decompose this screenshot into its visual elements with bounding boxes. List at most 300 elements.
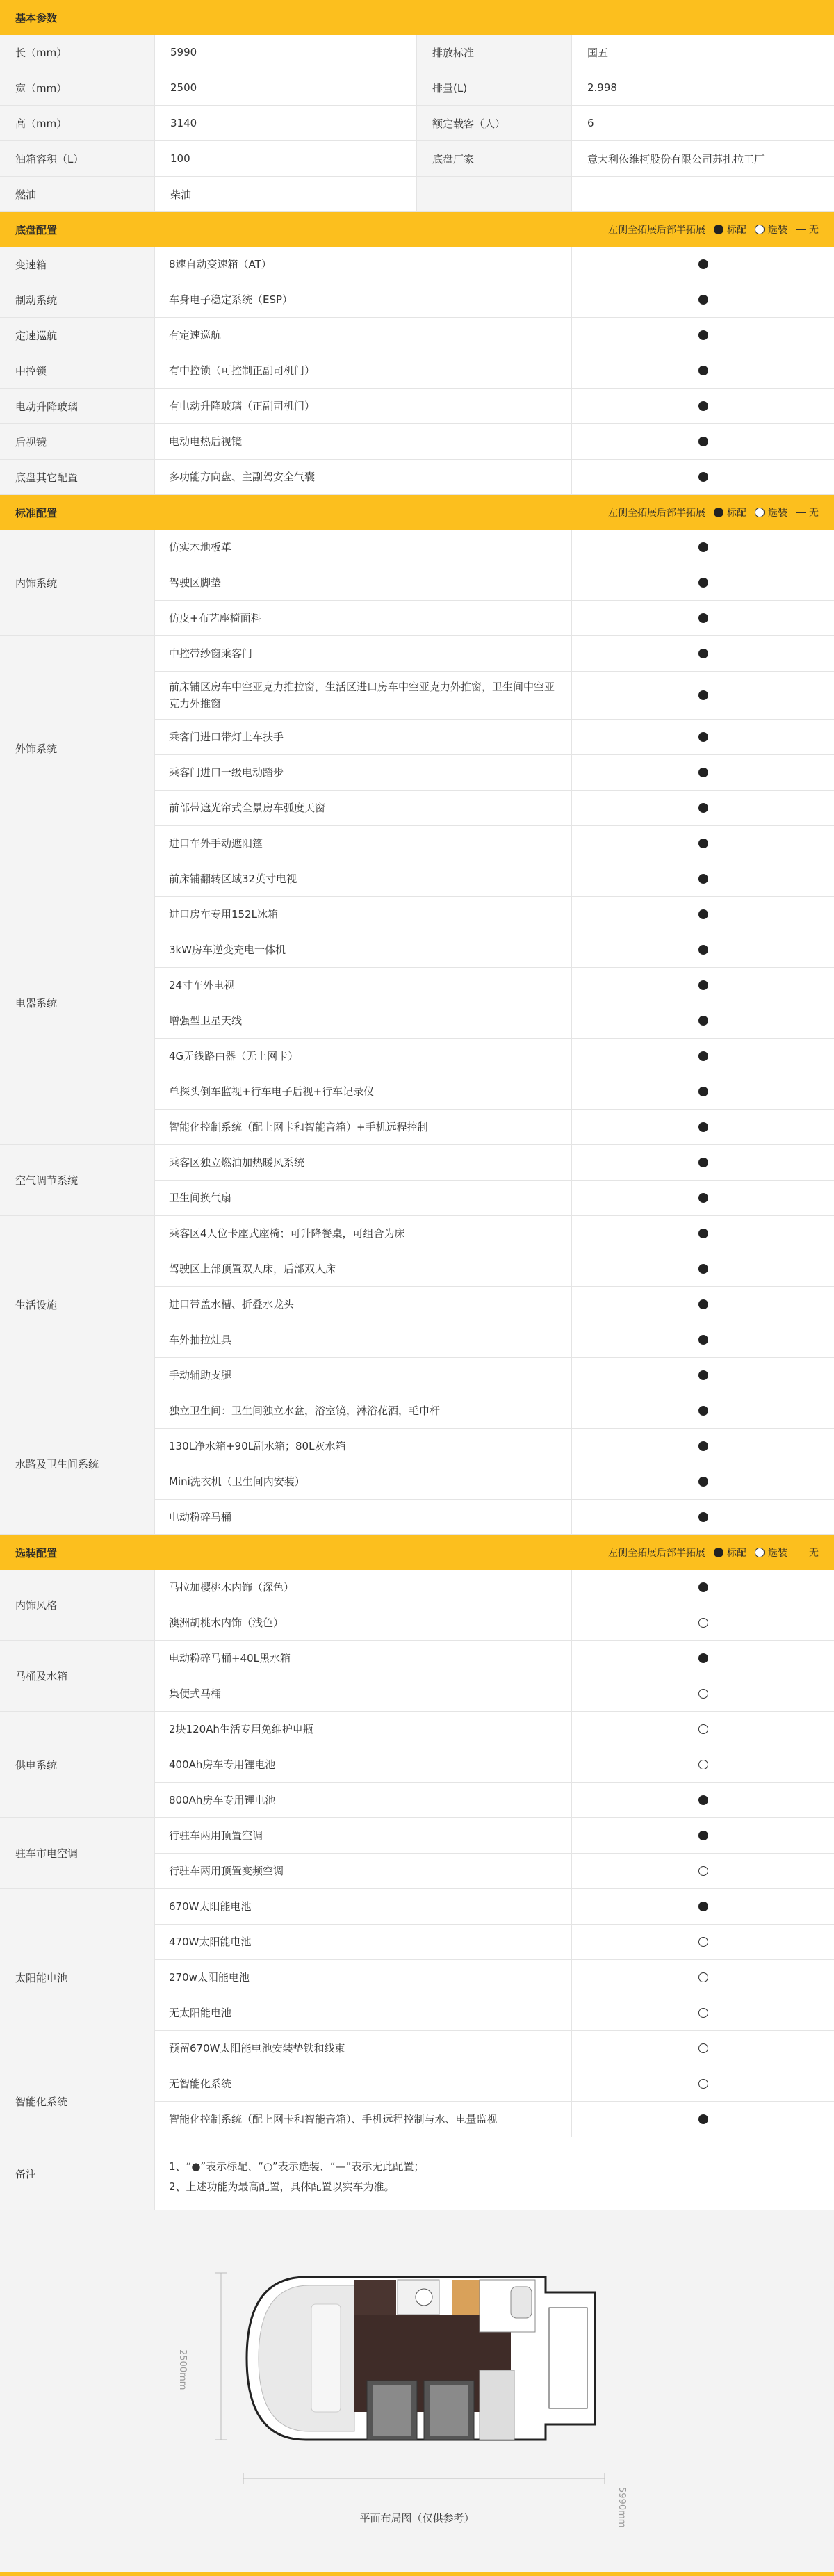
config-label: 外饰系统 xyxy=(0,636,155,861)
config-mark-cell xyxy=(572,826,834,861)
filled-dot-icon xyxy=(698,1158,708,1167)
config-mark-cell xyxy=(572,861,834,896)
legend-optional: 选装 xyxy=(768,1548,787,1559)
filled-dot-icon xyxy=(698,874,708,884)
config-desc: 独立卫生间：卫生间独立水盆，浴室镜，淋浴花洒，毛巾杆 xyxy=(155,1393,572,1428)
config-desc: 470W太阳能电池 xyxy=(155,1925,572,1959)
config-desc: 电动粉碎马桶 xyxy=(155,1500,572,1534)
filled-dot-icon xyxy=(698,330,708,340)
config-label: 内饰风格 xyxy=(0,1570,155,1640)
filled-dot-icon xyxy=(698,1441,708,1451)
config-items xyxy=(155,318,834,353)
table-row xyxy=(0,353,834,389)
config-item xyxy=(155,1925,834,1960)
table-row xyxy=(0,636,834,861)
config-item xyxy=(155,1464,834,1500)
config-desc: 无太阳能电池 xyxy=(155,1995,572,2030)
config-item xyxy=(155,1605,834,1640)
config-item xyxy=(155,1216,834,1251)
param-label: 燃油 xyxy=(0,177,155,211)
config-item xyxy=(155,1995,834,2031)
config-label: 后视镜 xyxy=(0,424,155,459)
legend-standard: 标配 xyxy=(727,225,746,236)
config-mark-cell xyxy=(572,1854,834,1888)
hollow-circle-icon xyxy=(698,1937,708,1947)
table-row xyxy=(0,389,834,424)
table xyxy=(480,2370,514,2440)
config-mark-cell xyxy=(572,1960,834,1995)
config-mark-cell xyxy=(572,247,834,282)
config-desc: 智能化控制系统（配上网卡和智能音箱）+手机远程控制 xyxy=(155,1110,572,1144)
section-standard-header xyxy=(0,495,834,530)
param-value: 国五 xyxy=(587,46,609,59)
config-item xyxy=(155,353,834,388)
config-item xyxy=(155,1358,834,1393)
config-desc: 130L净水箱+90L副水箱；80L灰水箱 xyxy=(155,1429,572,1464)
config-mark-cell xyxy=(572,1358,834,1393)
config-item xyxy=(155,1074,834,1110)
config-desc: 乘客区4人位卡座式座椅；可升降餐桌，可组合为床 xyxy=(155,1216,572,1251)
filled-dot-icon xyxy=(698,259,708,269)
hollow-circle-icon xyxy=(698,2008,708,2018)
config-desc: 670W太阳能电池 xyxy=(155,1889,572,1924)
param-value: 2500 xyxy=(155,70,417,105)
filled-dot-icon xyxy=(698,1229,708,1238)
config-desc: 增强型卫星天线 xyxy=(155,1003,572,1038)
filled-dot-icon xyxy=(698,1406,708,1416)
legend-prefix: 左侧全拓展后部半拓展 xyxy=(608,508,705,519)
table-row xyxy=(0,424,834,460)
param-value: 2.998 xyxy=(587,81,617,94)
config-label: 变速箱 xyxy=(0,247,155,282)
config-mark-cell xyxy=(572,460,834,494)
legend-none: 无 xyxy=(809,508,819,519)
config-desc: 进口房车专用152L冰箱 xyxy=(155,897,572,932)
config-mark-cell xyxy=(572,1641,834,1676)
filled-dot-icon xyxy=(698,1831,708,1840)
standard-table xyxy=(0,530,834,1535)
filled-dot-icon xyxy=(698,1477,708,1487)
filled-dot-icon xyxy=(698,295,708,305)
config-item xyxy=(155,1110,834,1144)
filled-dot-icon xyxy=(698,1299,708,1309)
config-item xyxy=(155,1960,834,1995)
config-item xyxy=(155,1676,834,1711)
filled-dot-icon xyxy=(714,1548,723,1557)
config-mark-cell xyxy=(572,720,834,754)
filled-dot-icon xyxy=(698,1582,708,1592)
config-desc: 智能化控制系统（配上网卡和智能音箱）、手机远程控制与水、电量监视 xyxy=(155,2102,572,2137)
config-item xyxy=(155,861,834,897)
config-mark-cell xyxy=(572,1110,834,1144)
config-mark-cell xyxy=(572,353,834,388)
config-mark-cell xyxy=(572,565,834,600)
config-mark-cell xyxy=(572,897,834,932)
legend xyxy=(608,1546,819,1560)
config-items xyxy=(155,460,834,494)
param-value: 100 xyxy=(155,141,417,176)
section-basic-header xyxy=(0,0,834,35)
config-desc: 2块120Ah生活专用免维护电瓶 xyxy=(155,1712,572,1747)
config-mark-cell xyxy=(572,1747,834,1782)
config-item xyxy=(155,1747,834,1783)
param-label: 高（mm） xyxy=(0,106,155,140)
section-title: 基本参数 xyxy=(15,11,58,24)
config-items xyxy=(155,389,834,423)
config-item xyxy=(155,1181,834,1215)
config-mark-cell xyxy=(572,791,834,825)
notes-line-2: 2、上述功能为最高配置，具体配置以实车为准。 xyxy=(169,2180,395,2193)
filled-dot-icon xyxy=(698,1902,708,1911)
config-mark-cell xyxy=(572,1925,834,1959)
config-label: 空气调节系统 xyxy=(0,1145,155,1215)
config-desc: 电动电热后视镜 xyxy=(155,424,572,459)
legend xyxy=(608,222,819,236)
hollow-circle-icon xyxy=(755,508,764,517)
table-row xyxy=(0,106,834,141)
config-item xyxy=(155,1322,834,1358)
legend-optional: 选装 xyxy=(768,225,787,236)
table-row xyxy=(0,1393,834,1535)
config-item xyxy=(155,318,834,353)
config-item xyxy=(155,282,834,317)
section-optional-header xyxy=(0,1535,834,1570)
config-item xyxy=(155,1889,834,1925)
filled-dot-icon xyxy=(698,732,708,742)
config-item xyxy=(155,2066,834,2102)
config-desc: 有中控锁（可控制正副司机门） xyxy=(155,353,572,388)
basic-params-table xyxy=(0,35,834,212)
config-item xyxy=(155,932,834,968)
filled-dot-icon xyxy=(698,542,708,552)
config-label: 太阳能电池 xyxy=(0,1889,155,2066)
config-item xyxy=(155,1783,834,1817)
optional-table xyxy=(0,1570,834,2137)
config-mark-cell xyxy=(572,2066,834,2101)
config-items xyxy=(155,1570,834,1640)
param-value: 柴油 xyxy=(155,177,417,211)
param-label: 长（mm） xyxy=(0,35,155,70)
param-value: 意大利依维柯股份有限公司苏扎拉工厂 xyxy=(587,152,765,165)
hollow-circle-icon xyxy=(698,2079,708,2089)
filled-dot-icon xyxy=(698,1264,708,1274)
table-row xyxy=(0,247,834,282)
config-desc: 前床铺翻转区域32英寸电视 xyxy=(155,861,572,896)
config-desc: 进口带盖水槽、折叠水龙头 xyxy=(155,1287,572,1322)
config-item xyxy=(155,1145,834,1181)
filled-dot-icon xyxy=(698,437,708,446)
config-desc: 4G无线路由器（无上网卡） xyxy=(155,1039,572,1074)
param-label: 排量(L) xyxy=(417,70,572,105)
config-desc: 有定速巡航 xyxy=(155,318,572,353)
config-label: 底盘其它配置 xyxy=(0,460,155,494)
config-desc: Mini洗衣机（卫生间内安装） xyxy=(155,1464,572,1499)
section-title: 选装配置 xyxy=(15,1546,58,1560)
param-label: 底盘厂家 xyxy=(417,141,572,176)
config-desc: 8速自动变速箱（AT） xyxy=(155,247,572,282)
param-label: 排放标准 xyxy=(417,35,572,70)
filled-dot-icon xyxy=(698,945,708,955)
step-area xyxy=(452,2280,480,2315)
config-mark-cell xyxy=(572,318,834,353)
config-item xyxy=(155,791,834,826)
config-items xyxy=(155,636,834,861)
filled-dot-icon xyxy=(698,649,708,658)
filled-dot-icon xyxy=(698,1795,708,1805)
param-value: 3140 xyxy=(155,106,417,140)
filled-dot-icon xyxy=(698,366,708,375)
config-mark-cell xyxy=(572,1039,834,1074)
config-mark-cell xyxy=(572,1003,834,1038)
config-mark-cell xyxy=(572,1676,834,1711)
config-item xyxy=(155,1500,834,1534)
filled-dot-icon xyxy=(698,1370,708,1380)
config-label: 马桶及水箱 xyxy=(0,1641,155,1711)
config-mark-cell xyxy=(572,1145,834,1180)
param-value: 5990 xyxy=(155,35,417,70)
filled-dot-icon xyxy=(698,401,708,411)
config-items xyxy=(155,2066,834,2137)
filled-dot-icon xyxy=(714,508,723,517)
config-item xyxy=(155,1429,834,1464)
table-row xyxy=(0,1570,834,1641)
config-desc: 270w太阳能电池 xyxy=(155,1960,572,1995)
hollow-circle-icon xyxy=(698,1760,708,1769)
param-label: 宽（mm） xyxy=(0,70,155,105)
param-value xyxy=(572,177,834,211)
config-mark-cell xyxy=(572,1429,834,1464)
config-mark-cell xyxy=(572,601,834,635)
config-label: 定速巡航 xyxy=(0,318,155,353)
config-item xyxy=(155,1854,834,1888)
config-mark-cell xyxy=(572,1500,834,1534)
filled-dot-icon xyxy=(698,980,708,990)
config-items xyxy=(155,353,834,388)
config-desc: 乘客门进口带灯上车扶手 xyxy=(155,720,572,754)
config-desc: 卫生间换气扇 xyxy=(155,1181,572,1215)
config-mark-cell xyxy=(572,932,834,967)
config-mark-cell xyxy=(572,636,834,671)
config-label: 生活设施 xyxy=(0,1216,155,1393)
config-mark-cell xyxy=(572,1216,834,1251)
param-label: 油箱容积（L） xyxy=(0,141,155,176)
filled-dot-icon xyxy=(698,1193,708,1203)
config-desc: 多功能方向盘、主副驾安全气囊 xyxy=(155,460,572,494)
config-mark-cell xyxy=(572,1287,834,1322)
config-desc: 前部带遮光帘式全景房车弧度天窗 xyxy=(155,791,572,825)
config-label: 电动升降玻璃 xyxy=(0,389,155,423)
hollow-circle-icon xyxy=(698,1866,708,1876)
config-item xyxy=(155,755,834,791)
config-items xyxy=(155,530,834,635)
config-desc: 24寸车外电视 xyxy=(155,968,572,1003)
config-item xyxy=(155,601,834,635)
config-items xyxy=(155,1818,834,1888)
notes-label: 备注 xyxy=(0,2137,155,2210)
config-items xyxy=(155,1216,834,1393)
config-desc: 800Ah房车专用锂电池 xyxy=(155,1783,572,1817)
config-mark-cell xyxy=(572,672,834,719)
chassis-table xyxy=(0,247,834,495)
config-mark-cell xyxy=(572,1570,834,1605)
config-mark-cell xyxy=(572,968,834,1003)
config-mark-cell xyxy=(572,1393,834,1428)
config-items xyxy=(155,1145,834,1215)
config-desc: 进口车外手动遮阳篷 xyxy=(155,826,572,861)
config-label: 中控锁 xyxy=(0,353,155,388)
table-row xyxy=(0,530,834,636)
filled-dot-icon xyxy=(698,803,708,813)
filled-dot-icon xyxy=(698,1051,708,1061)
config-item xyxy=(155,720,834,755)
config-item xyxy=(155,1570,834,1605)
filled-dot-icon xyxy=(698,1087,708,1096)
legend-none: 无 xyxy=(809,1548,819,1559)
config-item xyxy=(155,2031,834,2066)
config-label: 制动系统 xyxy=(0,282,155,317)
table-row xyxy=(0,1145,834,1216)
filled-dot-icon xyxy=(698,578,708,588)
config-item xyxy=(155,247,834,282)
config-items xyxy=(155,424,834,459)
config-desc: 驾驶区上部顶置双人床，后部双人床 xyxy=(155,1251,572,1286)
bottom-strip xyxy=(0,2572,834,2576)
filled-dot-icon xyxy=(698,1512,708,1522)
config-label: 驻车市电空调 xyxy=(0,1818,155,1888)
config-desc: 澳洲胡桃木内饰（浅色） xyxy=(155,1605,572,1640)
legend-none: 无 xyxy=(809,225,819,236)
param-label: 额定载客（人） xyxy=(417,106,572,140)
table-row xyxy=(0,1712,834,1818)
filled-dot-icon xyxy=(698,768,708,777)
notes-body xyxy=(155,2137,438,2210)
config-item xyxy=(155,2102,834,2137)
table-row xyxy=(0,1641,834,1712)
config-desc: 集便式马桶 xyxy=(155,1676,572,1711)
config-desc: 车身电子稳定系统（ESP） xyxy=(155,282,572,317)
config-item xyxy=(155,460,834,494)
config-desc: 3kW房车逆变充电一体机 xyxy=(155,932,572,967)
param-label xyxy=(417,177,572,211)
config-desc: 乘客门进口一级电动踏步 xyxy=(155,755,572,790)
table-row xyxy=(0,177,834,212)
config-item xyxy=(155,897,834,932)
config-items xyxy=(155,1641,834,1711)
table-row xyxy=(0,282,834,318)
config-desc: 预留670W太阳能电池安装垫铁和线束 xyxy=(155,2031,572,2066)
config-mark-cell xyxy=(572,1074,834,1109)
config-mark-cell xyxy=(572,1818,834,1853)
config-label: 水路及卫生间系统 xyxy=(0,1393,155,1534)
config-desc: 仿皮+布艺座椅面料 xyxy=(155,601,572,635)
length-dimension-label: 5990mm xyxy=(616,2487,627,2528)
floor-plan xyxy=(0,2210,834,2572)
config-desc: 中控带纱窗乘客门 xyxy=(155,636,572,671)
legend-standard: 标配 xyxy=(727,1548,746,1559)
config-items xyxy=(155,861,834,1144)
filled-dot-icon xyxy=(698,909,708,919)
table-row xyxy=(0,1889,834,2066)
config-mark-cell xyxy=(572,424,834,459)
config-mark-cell xyxy=(572,282,834,317)
hollow-circle-icon xyxy=(755,1548,764,1557)
param-value: 6 xyxy=(587,117,594,129)
legend-prefix: 左侧全拓展后部半拓展 xyxy=(608,225,705,236)
config-desc: 马拉加樱桃木内饰（深色） xyxy=(155,1570,572,1605)
config-item xyxy=(155,672,834,720)
config-mark-cell xyxy=(572,1181,834,1215)
table-row xyxy=(0,141,834,177)
filled-dot-icon xyxy=(698,1335,708,1345)
config-mark-cell xyxy=(572,1783,834,1817)
table-row xyxy=(0,1216,834,1393)
config-mark-cell xyxy=(572,1251,834,1286)
seat-cushion xyxy=(430,2385,468,2436)
config-items xyxy=(155,1712,834,1817)
table-row xyxy=(0,318,834,353)
config-item xyxy=(155,389,834,423)
table-row xyxy=(0,35,834,70)
legend-prefix: 左侧全拓展后部半拓展 xyxy=(608,1548,705,1559)
config-label: 供电系统 xyxy=(0,1712,155,1817)
config-mark-cell xyxy=(572,755,834,790)
config-items xyxy=(155,1393,834,1534)
legend-standard: 标配 xyxy=(727,508,746,519)
floor-plan-caption: 平面布局图（仅供参考） xyxy=(359,2512,475,2525)
config-item xyxy=(155,826,834,861)
filled-dot-icon xyxy=(698,472,708,482)
filled-dot-icon xyxy=(698,1016,708,1026)
cab xyxy=(549,2308,587,2408)
config-desc: 有电动升降玻璃（正副司机门） xyxy=(155,389,572,423)
config-mark-cell xyxy=(572,2031,834,2066)
notes-line-1: 1、“●”表示标配、“○”表示选装、“—”表示无此配置； xyxy=(169,2160,425,2173)
config-desc: 驾驶区脚垫 xyxy=(155,565,572,600)
config-item xyxy=(155,636,834,672)
config-mark-cell xyxy=(572,1322,834,1357)
config-item xyxy=(155,424,834,459)
config-desc: 400Ah房车专用锂电池 xyxy=(155,1747,572,1782)
config-item xyxy=(155,1393,834,1429)
filled-dot-icon xyxy=(698,2114,708,2124)
config-item xyxy=(155,1818,834,1854)
filled-dot-icon xyxy=(698,1653,708,1663)
dash-icon xyxy=(796,512,806,513)
config-desc: 仿实木地板革 xyxy=(155,530,572,565)
config-desc: 前床铺区房车中空亚克力推拉窗，生活区进口房车中空亚克力外推窗，卫生间中空亚克力外推窗 xyxy=(155,672,572,719)
table-row xyxy=(0,861,834,1145)
config-item xyxy=(155,1003,834,1039)
config-desc: 电动粉碎马桶+40L黑水箱 xyxy=(155,1641,572,1676)
sink xyxy=(416,2289,432,2306)
config-mark-cell xyxy=(572,1605,834,1640)
table-row xyxy=(0,1818,834,1889)
hollow-circle-icon xyxy=(698,1972,708,1982)
config-mark-cell xyxy=(572,1995,834,2030)
filled-dot-icon xyxy=(698,690,708,700)
section-title: 标准配置 xyxy=(15,506,58,519)
config-mark-cell xyxy=(572,1889,834,1924)
seat-cushion xyxy=(373,2385,411,2436)
config-label: 智能化系统 xyxy=(0,2066,155,2137)
table-row xyxy=(0,2066,834,2137)
notes-row xyxy=(0,2137,834,2210)
hollow-circle-icon xyxy=(698,1689,708,1699)
config-mark-cell xyxy=(572,389,834,423)
table-row xyxy=(0,460,834,495)
config-items xyxy=(155,282,834,317)
config-item xyxy=(155,968,834,1003)
